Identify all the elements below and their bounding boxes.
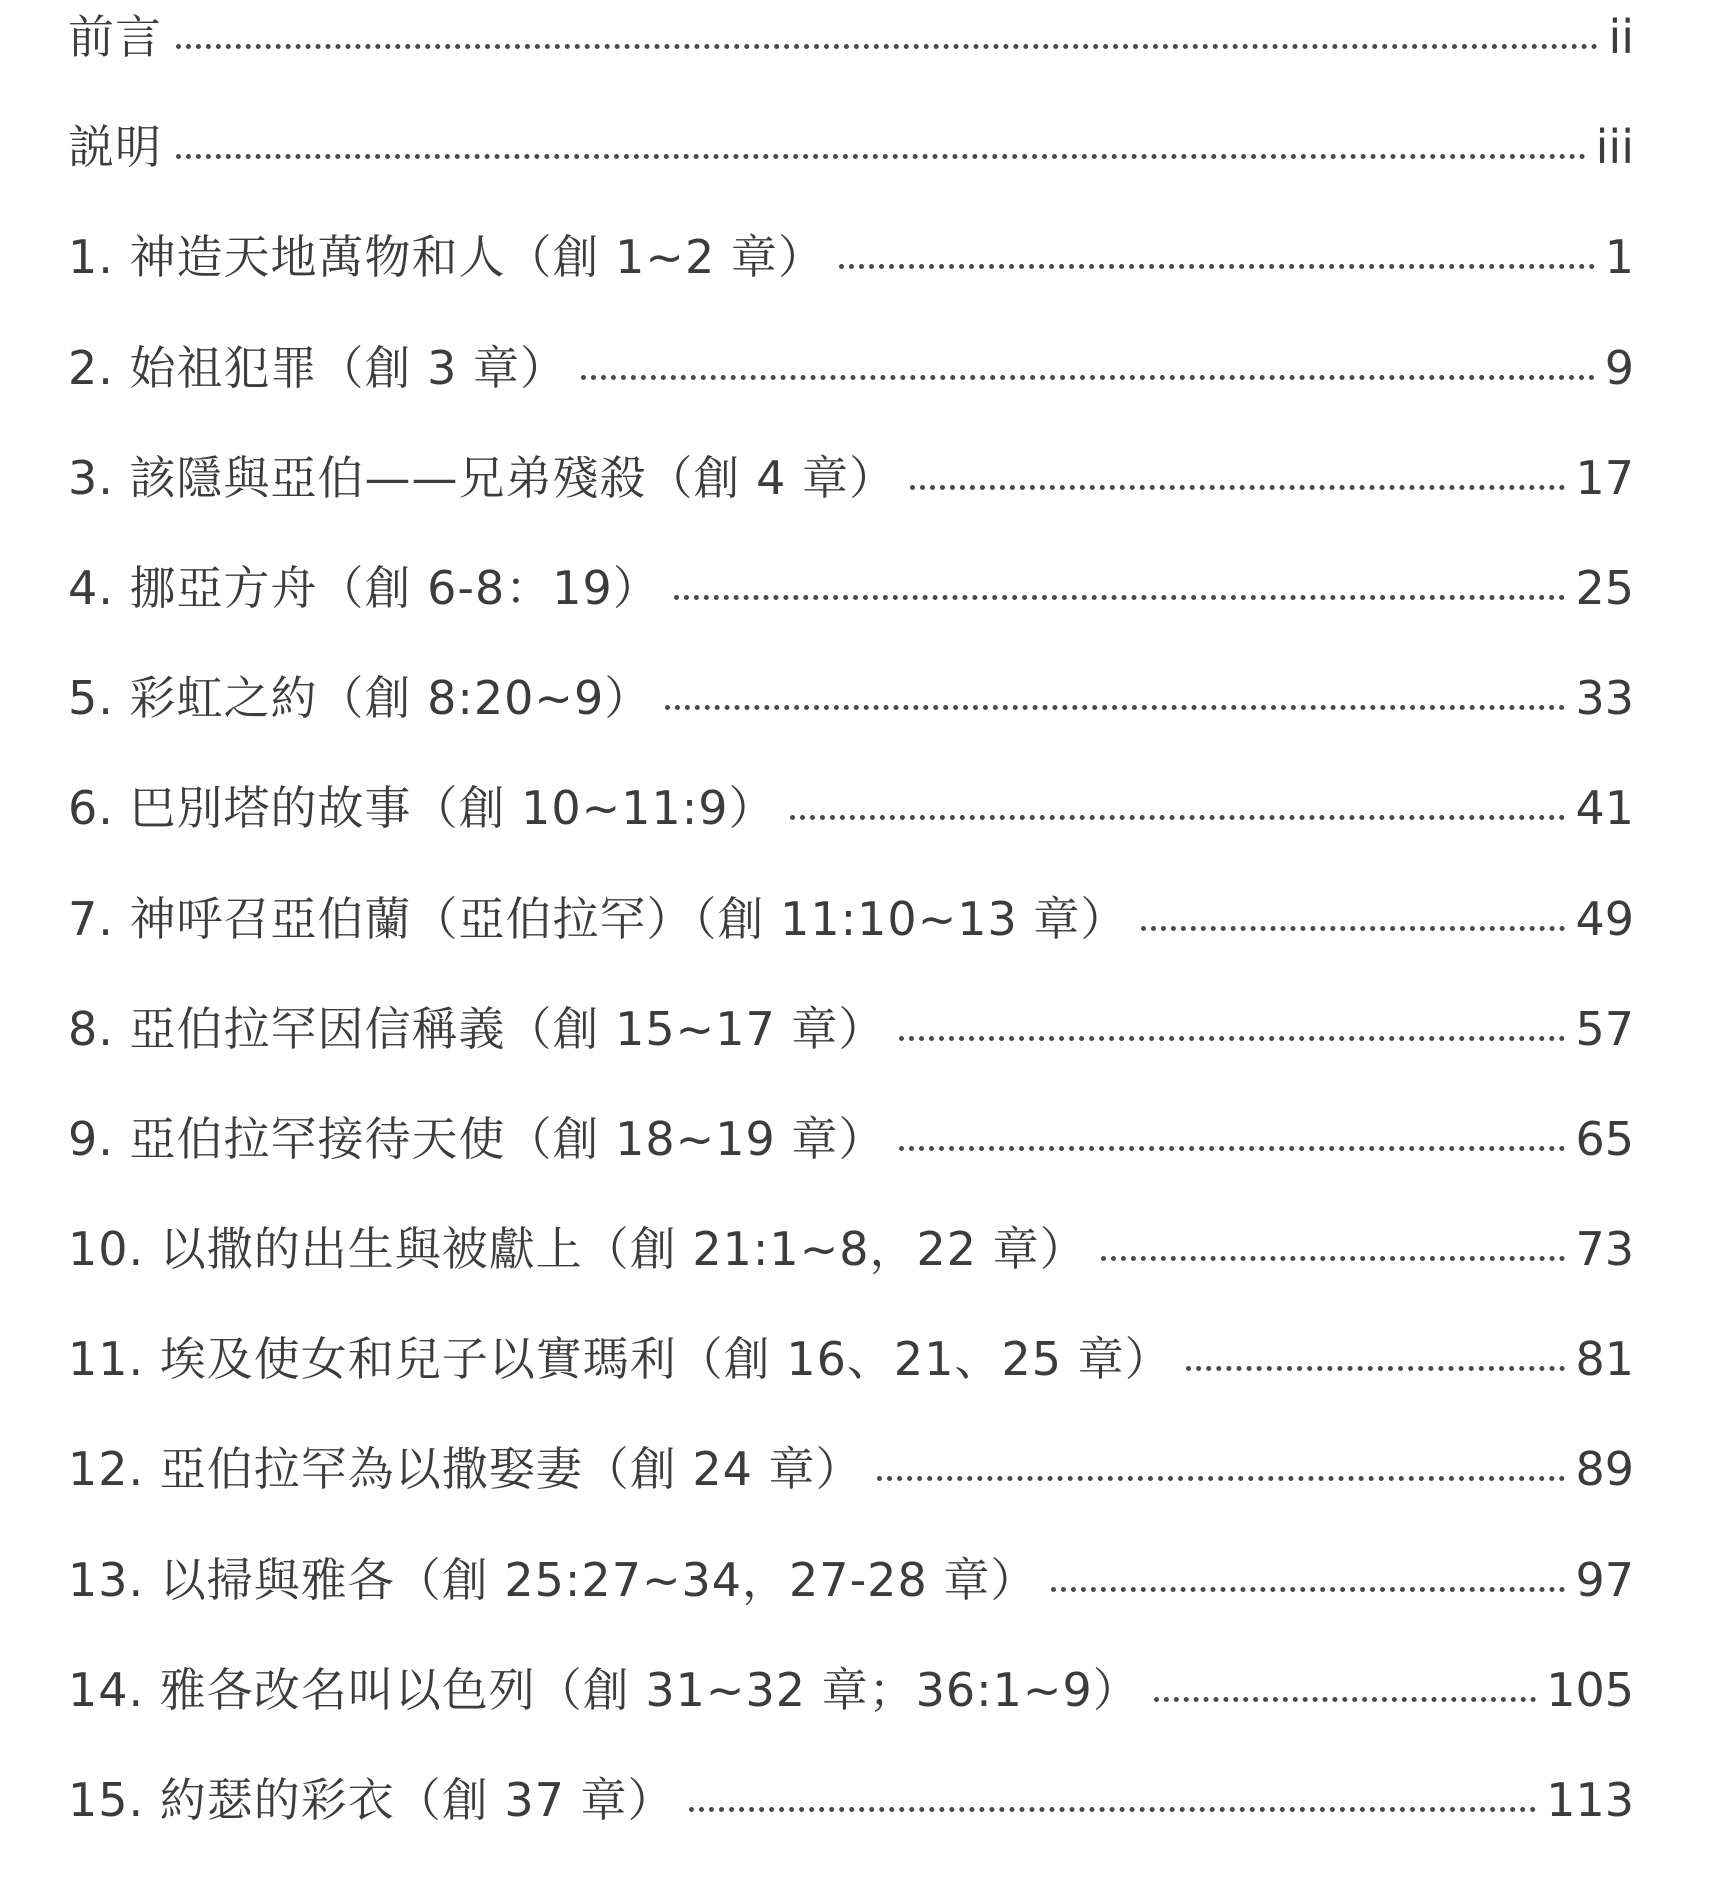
toc-dot-leader — [899, 1146, 1565, 1151]
toc-dot-leader — [877, 1476, 1566, 1481]
toc-entry-page: 113 — [1546, 1773, 1634, 1827]
toc-entry-8[interactable] — [68, 1001, 1634, 1116]
toc-entry-title: 3. 該隱與亞伯——兄弟殘殺（創 4 章） — [68, 450, 897, 505]
toc-entry-title: 4. 挪亞方舟（創 6-8：19） — [68, 560, 660, 615]
toc-entry-title: 8. 亞伯拉罕因信稱義（創 15~17 章） — [68, 1001, 886, 1056]
toc-entry-page: iii — [1595, 120, 1634, 175]
toc-entry-page: 89 — [1575, 1442, 1634, 1497]
toc-entry-1[interactable] — [68, 230, 1634, 344]
toc-entry-page: 105 — [1546, 1662, 1634, 1717]
toc-entry-title: 15. 約瑟的彩衣（創 37 章） — [68, 1773, 675, 1827]
toc-entry-title: 6. 巴別塔的故事（創 10~11:9） — [68, 781, 776, 836]
toc-entry-4[interactable] — [68, 560, 1634, 675]
toc-entry-page: 25 — [1575, 560, 1634, 615]
toc-entry-page: 41 — [1575, 781, 1634, 836]
toc-entry-page: 57 — [1575, 1001, 1634, 1056]
toc-entry-6[interactable] — [68, 781, 1634, 895]
toc-entry-12[interactable] — [68, 1442, 1634, 1556]
toc-entry-title: 12. 亞伯拉罕為以撒娶妻（創 24 章） — [68, 1442, 863, 1497]
toc-entry-page: 9 — [1604, 340, 1634, 395]
toc-entry-page: 1 — [1604, 230, 1634, 285]
toc-dot-leader — [790, 815, 1566, 820]
toc-entry-preface[interactable] — [68, 10, 1634, 124]
toc-dot-leader — [1154, 1697, 1536, 1702]
toc-entry-5[interactable] — [68, 671, 1634, 785]
toc-entry-3[interactable] — [68, 450, 1634, 565]
toc-entry-title: 説明 — [68, 120, 162, 175]
table-of-contents — [68, 0, 1634, 1887]
toc-entry-page: ii — [1608, 10, 1634, 64]
toc-dot-leader — [674, 595, 1566, 600]
toc-dot-leader — [176, 154, 1586, 159]
toc-entry-title: 7. 神呼召亞伯蘭（亞伯拉罕）（創 11:10~13 章） — [68, 891, 1128, 946]
toc-dot-leader — [1186, 1366, 1566, 1371]
toc-entry-explanation[interactable] — [68, 120, 1634, 234]
toc-entry-page: 81 — [1575, 1332, 1634, 1387]
toc-dot-leader — [899, 1036, 1565, 1041]
toc-entry-title: 14. 雅各改名叫以色列（創 31~32 章；36:1~9） — [68, 1662, 1140, 1717]
toc-dot-leader — [910, 485, 1565, 490]
toc-dot-leader — [689, 1807, 1537, 1812]
toc-entry-page: 73 — [1575, 1222, 1634, 1277]
toc-dot-leader — [176, 44, 1598, 49]
toc-entry-13[interactable] — [68, 1552, 1634, 1667]
toc-entry-title: 11. 埃及使女和兒子以實瑪利（創 16、21、25 章） — [68, 1332, 1172, 1387]
toc-entry-10[interactable] — [68, 1222, 1634, 1336]
toc-dot-leader — [1051, 1587, 1565, 1592]
toc-dot-leader — [1101, 1256, 1566, 1261]
toc-entry-7[interactable] — [68, 891, 1634, 1006]
toc-entry-14[interactable] — [68, 1662, 1634, 1777]
toc-entry-title: 1. 神造天地萬物和人（創 1~2 章） — [68, 230, 825, 285]
toc-entry-title: 13. 以掃與雅各（創 25:27~34，27-28 章） — [68, 1552, 1038, 1607]
toc-entry-2[interactable] — [68, 340, 1634, 455]
toc-entry-title: 5. 彩虹之約（創 8:20~9） — [68, 671, 652, 726]
toc-dot-leader — [1141, 926, 1565, 931]
toc-entry-title: 9. 亞伯拉罕接待天使（創 18~19 章） — [68, 1111, 886, 1166]
toc-entry-title: 10. 以撒的出生與被獻上（創 21:1~8，22 章） — [68, 1222, 1087, 1277]
toc-entry-page: 17 — [1575, 450, 1634, 505]
toc-entry-9[interactable] — [68, 1111, 1634, 1226]
toc-entry-page: 65 — [1575, 1111, 1634, 1166]
toc-dot-leader — [839, 264, 1595, 269]
toc-entry-title: 2. 始祖犯罪（創 3 章） — [68, 340, 568, 395]
toc-entry-page: 33 — [1575, 671, 1634, 726]
toc-entry-title: 前言 — [68, 10, 162, 64]
toc-dot-leader — [581, 375, 1595, 380]
toc-entry-15[interactable] — [68, 1773, 1634, 1887]
toc-entry-page: 97 — [1575, 1552, 1634, 1607]
toc-entry-page: 49 — [1575, 891, 1634, 946]
toc-dot-leader — [665, 705, 1565, 710]
toc-entry-11[interactable] — [68, 1332, 1634, 1446]
